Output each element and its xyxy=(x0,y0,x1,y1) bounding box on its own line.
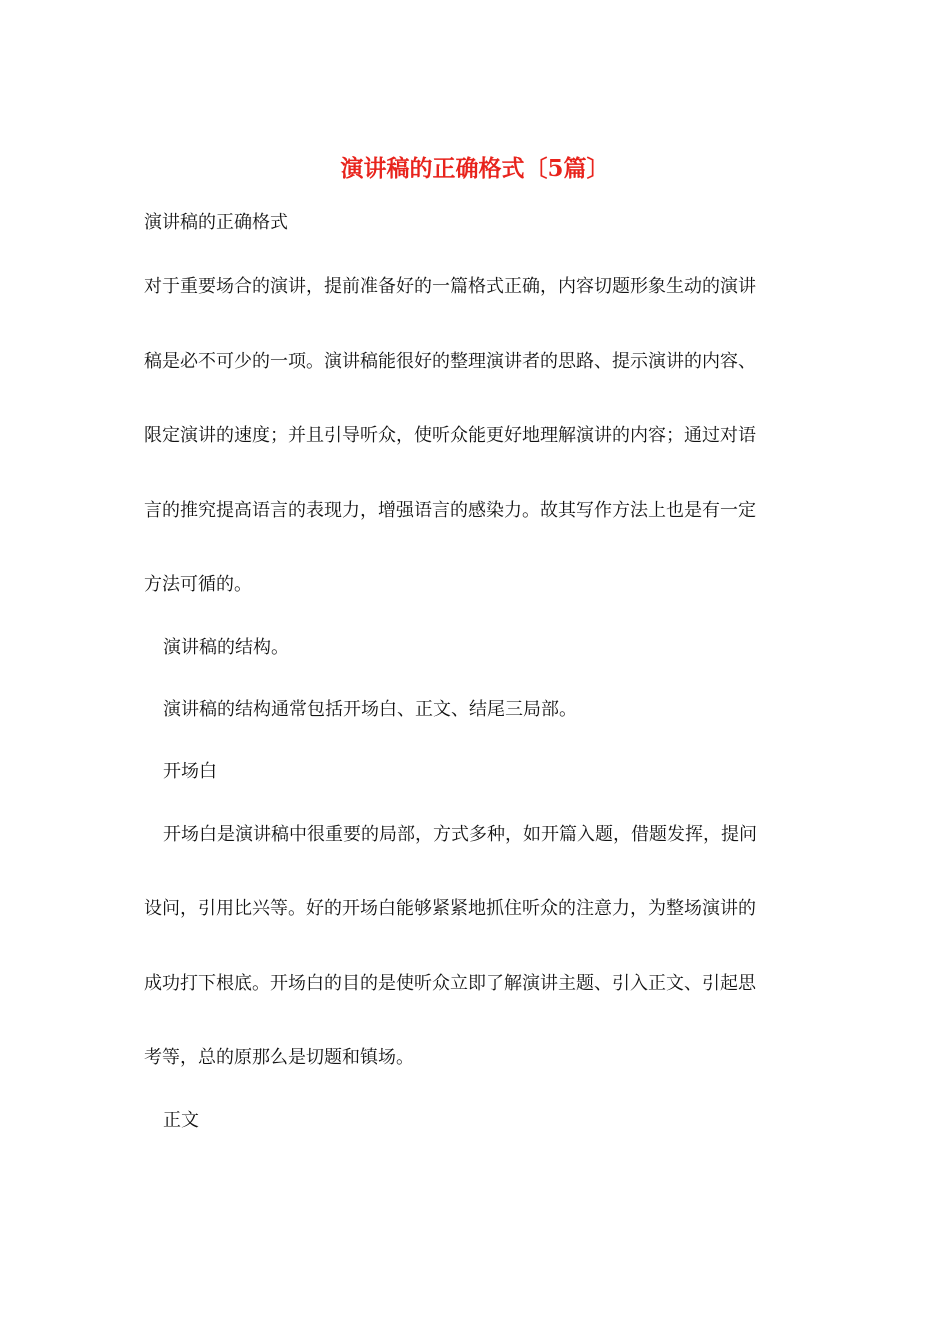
document-title: 演讲稿的正确格式〔5篇〕 xyxy=(340,155,610,182)
subheading-body: 正文 xyxy=(163,1110,199,1131)
paragraph-line: 限定演讲的速度；并且引导听众，使听众能更好地理解演讲的内容；通过对语 xyxy=(144,425,756,446)
paragraph-line: 言的推究提高语言的表现力，增强语言的感染力。故其写作方法上也是有一定 xyxy=(144,500,756,521)
paragraph-line: 考等，总的原那么是切题和镇场。 xyxy=(144,1047,414,1068)
paragraph-line: 稿是必不可少的一项。演讲稿能很好的整理演讲者的思路、提示演讲的内容、 xyxy=(144,351,756,372)
subheading-opening: 开场白 xyxy=(163,761,217,782)
paragraph-line: 演讲稿的结构。 xyxy=(163,637,289,658)
paragraph-line: 方法可循的。 xyxy=(144,574,252,595)
paragraph-line: 对于重要场合的演讲，提前准备好的一篇格式正确，内容切题形象生动的演讲 xyxy=(144,276,756,297)
paragraph-line: 成功打下根底。开场白的目的是使听众立即了解演讲主题、引入正文、引起思 xyxy=(144,973,756,994)
paragraph-line: 演讲稿的结构通常包括开场白、正文、结尾三局部。 xyxy=(163,699,577,720)
section-heading: 演讲稿的正确格式 xyxy=(144,212,288,233)
paragraph-line: 开场白是演讲稿中很重要的局部，方式多种，如开篇入题，借题发挥，提问 xyxy=(163,824,757,845)
paragraph-line: 设问，引用比兴等。好的开场白能够紧紧地抓住听众的注意力，为整场演讲的 xyxy=(144,898,756,919)
